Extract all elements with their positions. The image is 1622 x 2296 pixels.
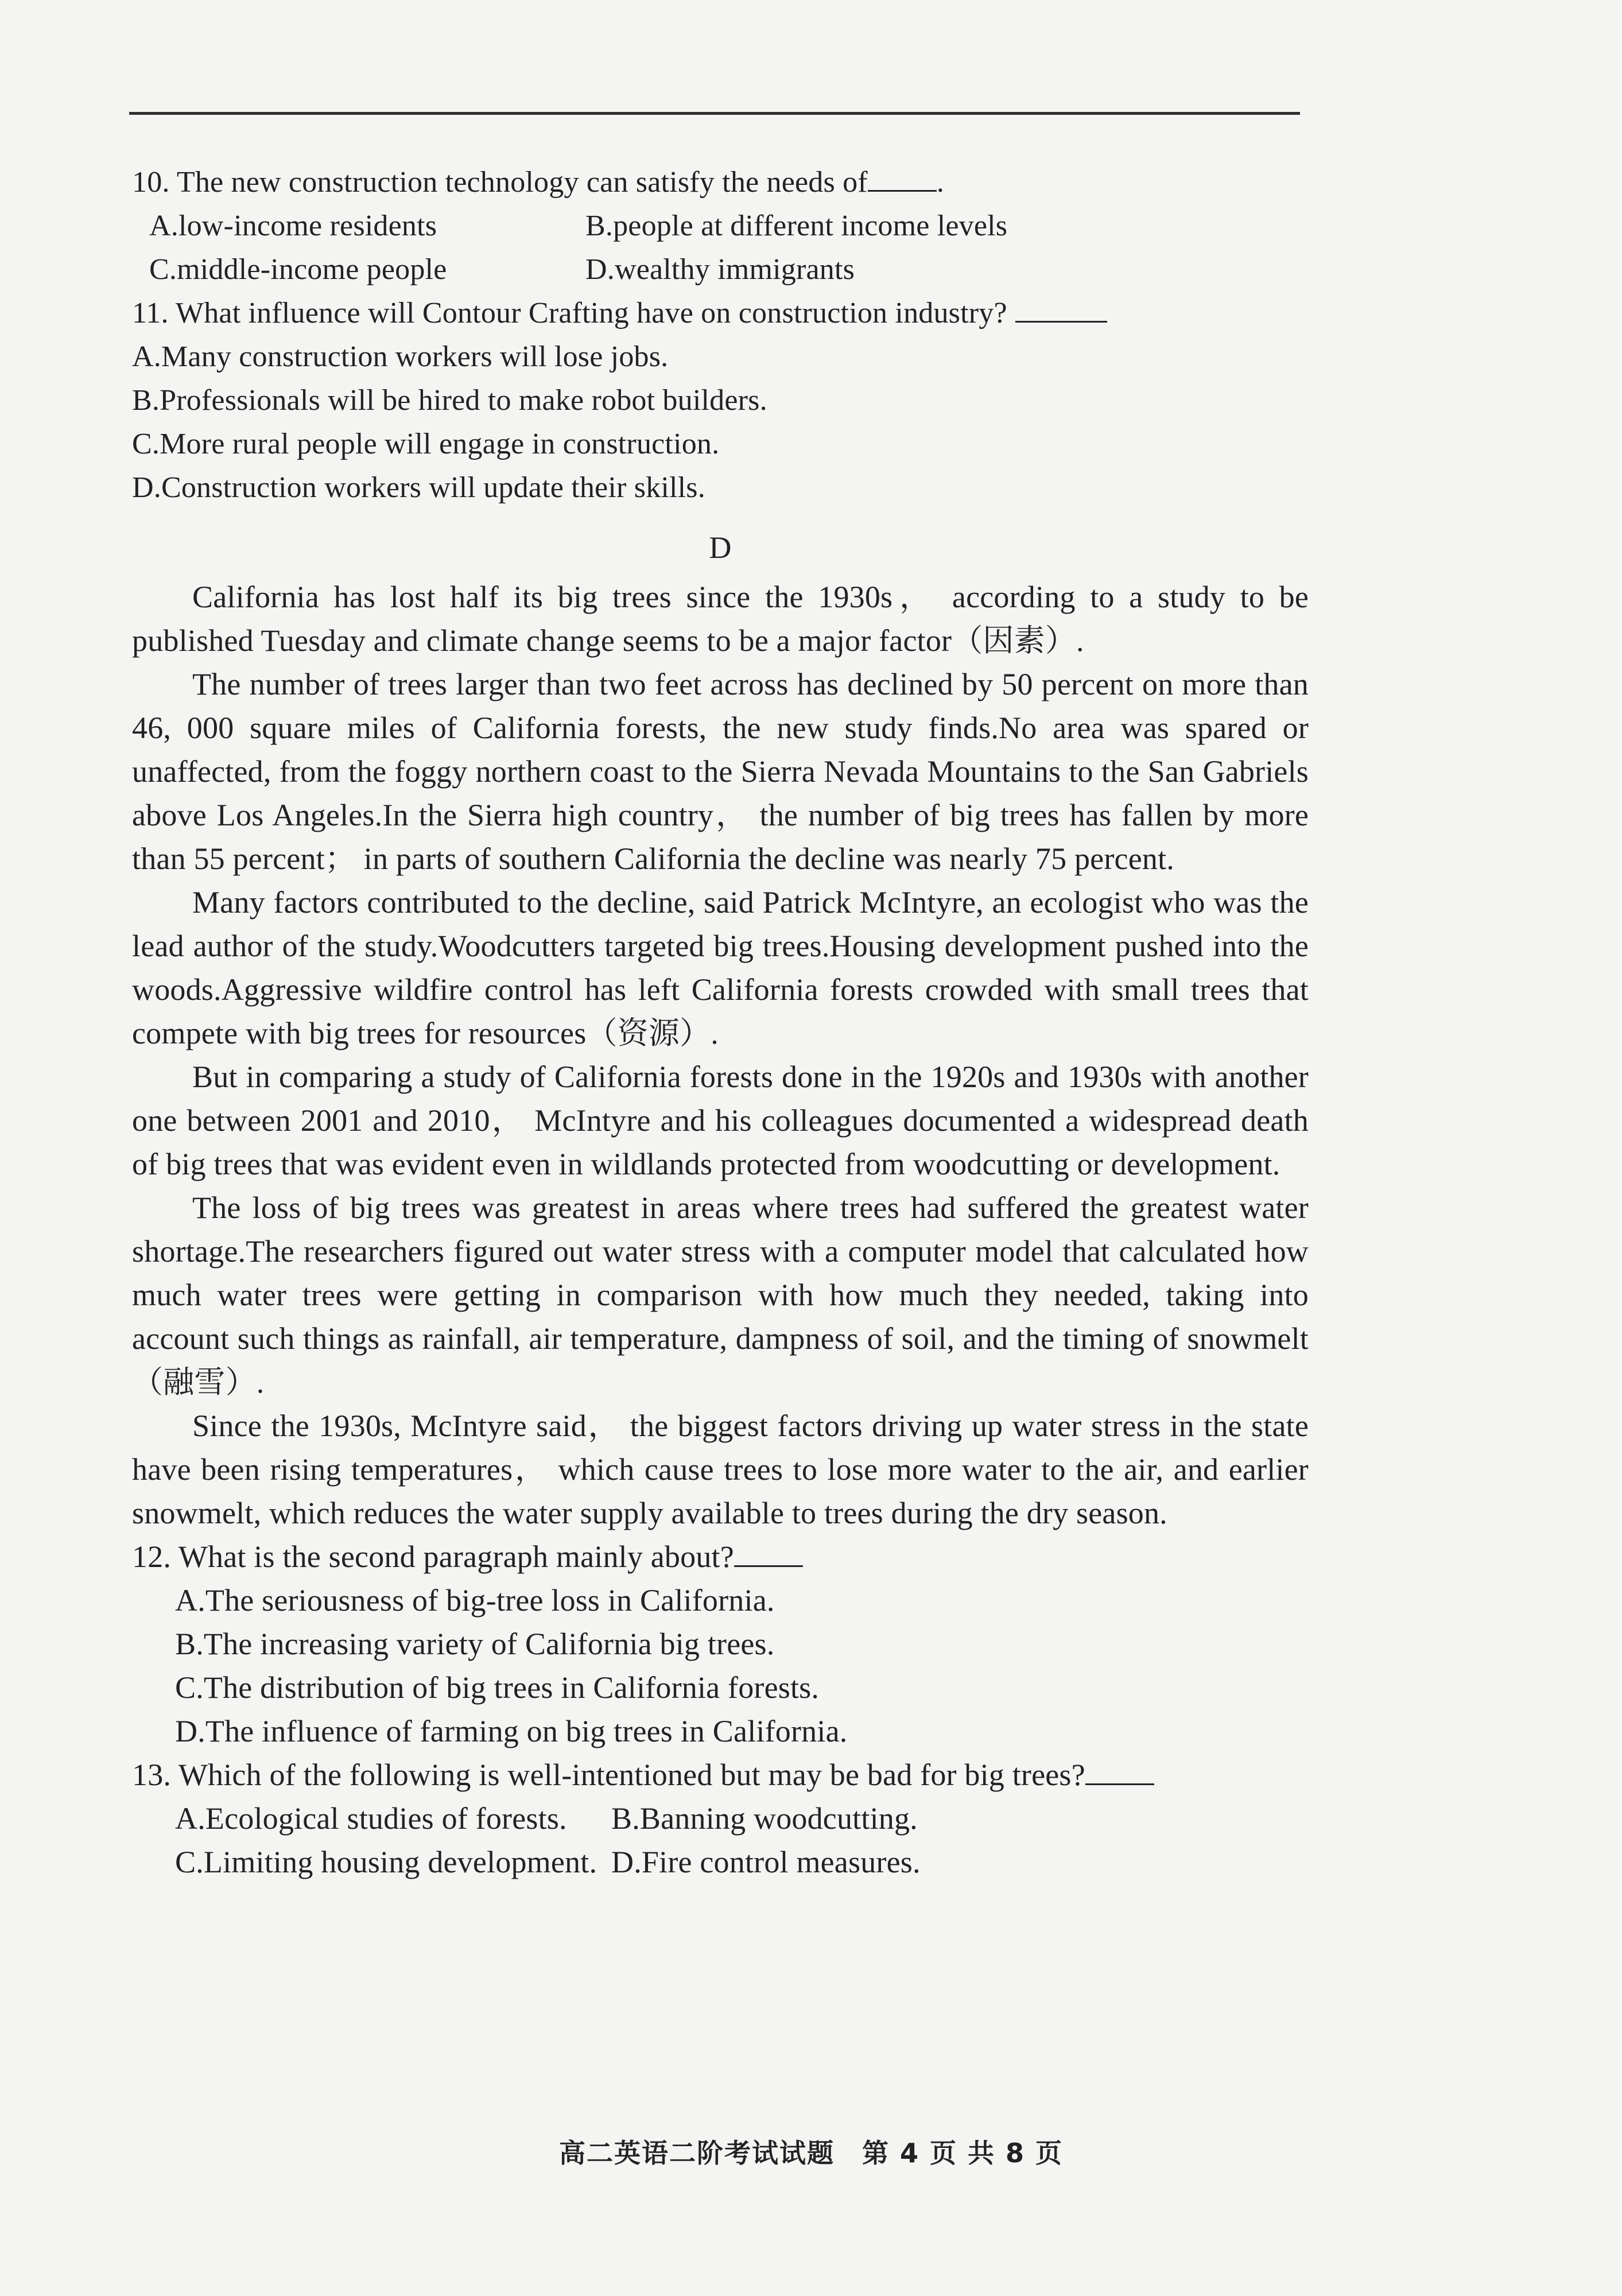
- passage-paragraph: But in comparing a study of California forests done in the 1920s and 1930s with another one between 2001 and 2010， McIntyre and his colleagues documented a widespread death of big trees that was evident even in wildlands protected from woodcutting or development.: [132, 1060, 1309, 1181]
- question-stem: 11. What influence will Contour Crafting have on construction industry?: [132, 292, 1309, 335]
- option-d: D.Fire control measures.: [611, 1845, 921, 1879]
- option-c: C.Limiting housing development.: [175, 1845, 597, 1879]
- question-stem: 10. The new construction technology can satisfy the needs of .: [132, 161, 1309, 204]
- option-d: D.Construction workers will update their skills.: [132, 471, 705, 504]
- question-stem: 13. Which of the following is well-intentioned but may be bad for big trees?: [132, 1753, 1309, 1797]
- answer-blank[interactable]: [1085, 1757, 1154, 1785]
- option-row: [132, 1797, 1309, 1840]
- option-b: B.The increasing variety of California big trees.: [175, 1627, 775, 1661]
- option-d: D.The influence of farming on big trees in California.: [175, 1714, 848, 1748]
- option-row: [132, 204, 1309, 248]
- answer-blank[interactable]: [868, 164, 937, 192]
- question-11: [132, 292, 1309, 510]
- passage-paragraph: California has lost half its big trees since the 1930s， according to a study to be published Tuesday and climate change seems to be a major factor（因素）.: [132, 580, 1309, 658]
- passage-paragraph: The number of trees larger than two feet across has declined by 50 percent on more than 46, 000 square miles of California forests, the new study finds.No area was spared or unaffected, from the foggy northern coast to the Sierra Nevada Mountains to the San Gabriels above Los Angeles.In the Sierra high country， the number of big trees has fallen by more than 55 percent； in parts of southern California the decline was nearly 75 percent.: [132, 667, 1309, 876]
- section-heading: D: [709, 530, 732, 565]
- option-a: A.Many construction workers will lose jobs.: [132, 340, 669, 373]
- option-row: [132, 1840, 1309, 1884]
- option-a: A.The seriousness of big-tree loss in California.: [175, 1583, 775, 1618]
- header-rule: [129, 112, 1300, 115]
- answer-blank[interactable]: [734, 1539, 803, 1567]
- answer-blank[interactable]: [1015, 294, 1107, 323]
- option-c: C.middle-income people: [149, 253, 447, 286]
- option-a: A.Ecological studies of forests.: [175, 1801, 567, 1836]
- question-stem: 12. What is the second paragraph mainly about?: [132, 1535, 1309, 1578]
- passage-d: [132, 575, 1309, 1884]
- option-b: B.Banning woodcutting.: [611, 1801, 918, 1836]
- option-b: B.Professionals will be hired to make robot builders.: [132, 384, 767, 417]
- question-10: [132, 161, 1309, 292]
- passage-paragraph: The loss of big trees was greatest in areas where trees had suffered the greatest water shortage.The researchers figured out water stress with a computer model that calculated how much water trees were getting in comparison with how much they needed, taking into account such things as rainfall, air temperature, dampness of soil, and the timing of snowmelt（融雪）.: [132, 1190, 1309, 1399]
- exam-page: [132, 161, 1309, 1884]
- option-c: C.More rural people will engage in construction.: [132, 428, 720, 460]
- option-c: C.The distribution of big trees in California forests.: [175, 1670, 820, 1705]
- question-13: [132, 1753, 1309, 1884]
- page-footer: 高二英语二阶考试试题 第 4 页 共 8 页: [558, 2138, 1064, 2169]
- option-b: B.people at different income levels: [585, 210, 1008, 242]
- passage-paragraph: Many factors contributed to the decline, said Patrick McIntyre, an ecologist who was the lead author of the study.Woodcutters targeted big trees.Housing development pushed into the woods.Aggressive wildfire control has left California forests crowded with small trees that compete with big trees for resources（资源）.: [132, 885, 1309, 1050]
- passage-paragraph: Since the 1930s, McIntyre said， the biggest factors driving up water stress in the state have been rising temperatures， which cause trees to lose more water to the air, and earlier snowmelt, which reduces the water supply available to trees during the dry season.: [132, 1409, 1309, 1530]
- option-a: A.low-income residents: [149, 210, 437, 242]
- option-d: D.wealthy immigrants: [585, 253, 855, 286]
- option-row: [132, 248, 1309, 292]
- question-12: [132, 1535, 1309, 1753]
